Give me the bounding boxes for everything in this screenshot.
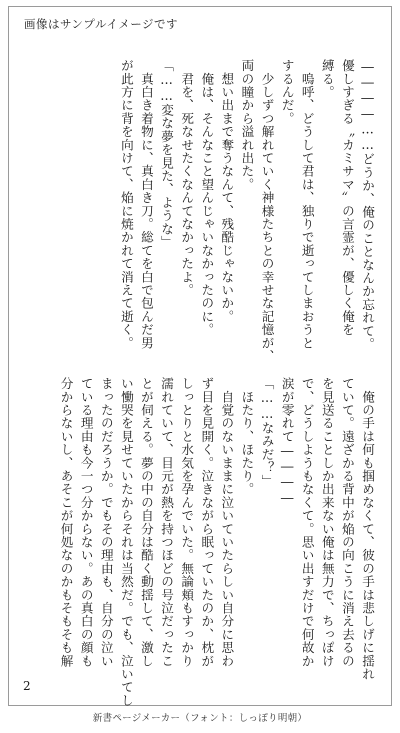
- text-line: 濡れていて、目元が熱を持つほどの号泣だったこ: [159, 377, 175, 668]
- text-line: 君を、死なせたくなんてなかったよ。: [179, 59, 195, 297]
- text-line: ほたり、ほたり。: [239, 377, 255, 496]
- text-line: 嗚呼、どうして君は、独りで逝ってしまおうと: [299, 59, 315, 350]
- text-block-upper: [116, 59, 377, 363]
- text-line: しっとりと水気を孕んでいた。無論頬もすっかり: [179, 377, 195, 668]
- text-line: 真白き着物に、真白き刀。総てを白で包んだ男: [138, 59, 154, 350]
- text-line: を見送ることしか出来ない俺は無力で、ちっぽけ: [319, 377, 335, 668]
- text-line: ていて。遠ざかる背中が焔の向こうに消え去るの: [339, 377, 355, 668]
- text-line: い慟哭を見せていたからそれは当然だ。でも、泣いてし: [118, 377, 134, 707]
- text-line: ず目を見開く。泣きながら眠っていたのか、枕が: [199, 377, 215, 668]
- text-line: 「……変な夢を見た、ような」: [159, 59, 175, 249]
- text-line: 俺の手は何も掴めなくて、彼の手は悲しげに揺れ: [360, 377, 375, 681]
- text-line: 少しずつ解れていく神様たちとの幸せな記憶が、: [259, 59, 275, 363]
- text-line: で、どうしようもなくて。思い出すだけで何故か: [299, 377, 315, 668]
- text-line: 想い出まで奪うなんて、残酷じゃないか。: [219, 59, 235, 323]
- text-line: 俺は、そんなこと望んじゃいなかったのに。: [199, 59, 215, 337]
- text-block-lower: [56, 377, 378, 707]
- text-line: まったのだろうか。でもその理由も、自分の泣い: [98, 377, 114, 668]
- text-line: 優しすぎる〝カミサマ〟の言霊が、優しく俺を: [339, 59, 355, 337]
- sample-image-label: 画像はサンプルイメージです: [24, 17, 179, 31]
- text-line: 分からないし、あそこが何処なのかもそもそも解: [58, 377, 74, 668]
- text-line: ている理由も今一つ分からない。あの真白の顔も: [78, 377, 94, 668]
- text-line: 自覚のないままに泣いていたらしい自分に思わ: [219, 377, 235, 668]
- footer-caption: 新書ページメーカー（フォント：しっぽり明朝）: [92, 713, 308, 724]
- text-line: 縛る。: [319, 59, 335, 99]
- text-line: 涙が零れて――――: [279, 377, 295, 506]
- page-number: 2: [23, 679, 31, 693]
- text-line: するんだ。: [279, 59, 295, 125]
- book-page: [8, 6, 392, 706]
- text-line: 「……なみだ？」: [259, 377, 275, 488]
- text-line: が此方に背を向けて、焔に焼かれて消えて逝く。: [118, 59, 134, 350]
- text-line: ――――……どうか、俺のことなんか忘れて。: [360, 59, 375, 351]
- text-line: 両の瞳から溢れ出た。: [239, 59, 255, 191]
- text-line: とが伺える。夢の中の自分は酷く動揺して、激し: [138, 377, 154, 668]
